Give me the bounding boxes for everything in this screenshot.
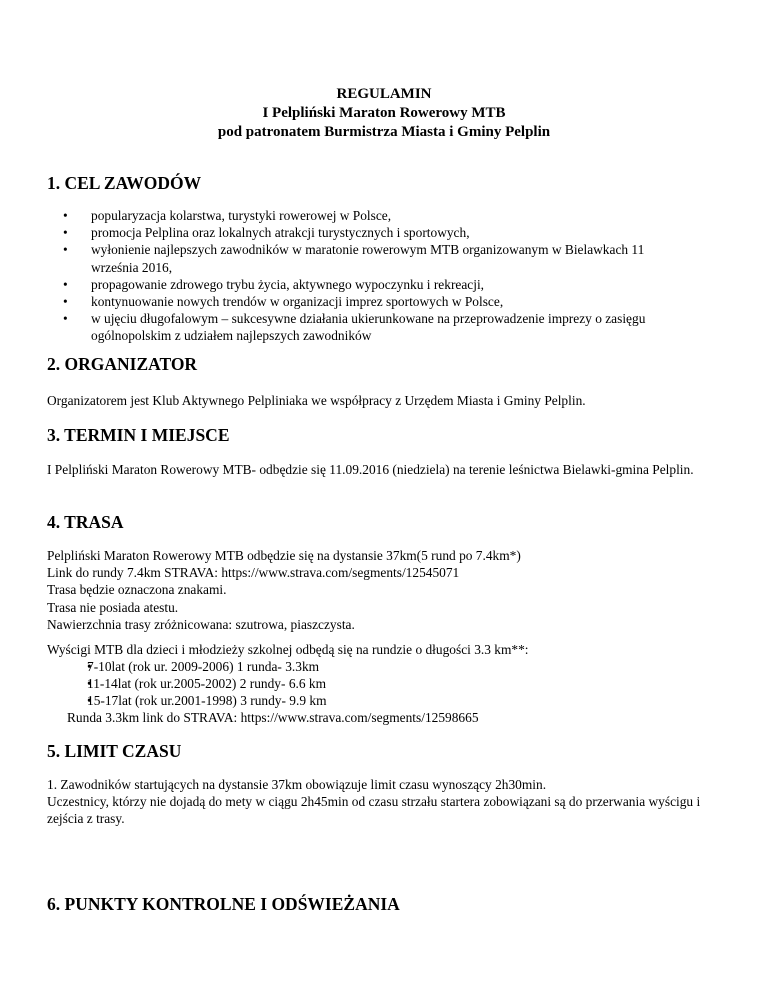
list-item: • kontynuowanie nowych trendów w organizacji imprez sportowych w Polsce, xyxy=(47,293,737,310)
section-3-text: I Pelpliński Maraton Rowerowy MTB- odbędzie się 11.09.2016 (niedziela) na terenie leśnictwa Bielawki-gmina Pelplin. xyxy=(47,462,694,477)
list-item: • 11-14lat (rok ur.2005-2002) 2 rundy- 6.6 km xyxy=(47,675,737,692)
section-1-heading: 1. CEL ZAWODÓW xyxy=(47,173,202,193)
limit-line: Uczestnicy, którzy nie dojadą do mety w ciągu 2h45min od czasu strzału startera zobowiązani są do przerwania wyścigu i zejścia z trasy. xyxy=(47,794,701,827)
route-line: Nawierzchnia trasy zróżnicowana: szutrowa, piaszczysta. xyxy=(47,616,355,632)
section-2-heading: 2. ORGANIZATOR xyxy=(47,354,198,374)
section-4-kids-link: Runda 3.3km link do STRAVA: https://www.strava.com/segments/12598665 xyxy=(67,710,479,725)
list-item: • 15-17lat (rok ur.2001-1998) 3 rundy- 9.9 km xyxy=(47,692,737,709)
section-2-text: Organizatorem jest Klub Aktywnego Pelpliniaka we współpracy z Urzędem Miasta i Gminy Pelplin. xyxy=(47,393,586,408)
section-4-route-info xyxy=(47,547,737,633)
route-line: Pelpliński Maraton Rowerowy MTB odbędzie się na dystansie 37km(5 rund po 7.4km*) xyxy=(47,548,521,563)
section-4-kids-intro: Wyścigi MTB dla dzieci i młodzieży szkolnej odbędą się na rundzie o długości 3.3 km**: xyxy=(47,642,529,657)
list-item: • propagowanie zdrowego trybu życia, aktywnego wypoczynku i rekreacji, xyxy=(47,276,737,293)
title-line-3: pod patronatem Burmistrza Miasta i Gminy Pelplin xyxy=(217,124,551,140)
list-item: • promocja Pelplina oraz lokalnych atrakcji turystycznych i sportowych, xyxy=(47,224,737,241)
limit-line: 1. Zawodników startujących na dystansie 37km obowiązuje limit czasu wynoszący 2h30min. xyxy=(47,777,547,792)
list-item: • wyłonienie najlepszych zawodników w maratonie rowerowym MTB organizowanym w Bielawkach 11 września 2016, xyxy=(47,241,737,275)
section-4-heading: 4. TRASA xyxy=(47,512,124,532)
route-line: Trasa będzie oznaczona znakami. xyxy=(47,582,227,598)
title-line-1: REGULAMIN xyxy=(336,86,432,102)
route-line: Trasa nie posiada atestu. xyxy=(47,599,179,615)
list-item: • 7-10lat (rok ur. 2009-2006) 1 runda- 3.3km xyxy=(47,658,737,675)
section-5-text xyxy=(47,776,727,828)
route-line: Link do rundy 7.4km STRAVA: https://www.strava.com/segments/12545071 xyxy=(47,565,460,581)
list-item: • popularyzacja kolarstwa, turystyki rowerowej w Polsce, xyxy=(47,207,737,224)
list-item: • w ujęciu długofalowym – sukcesywne działania ukierunkowane na przeprowadzenie imprezy o zasięgu ogólnopolskim z udziałem najlepszych zawodników xyxy=(47,310,737,344)
section-6-heading: 6. PUNKTY KONTROLNE I ODŚWIEŻANIA xyxy=(47,894,400,914)
section-5-heading: 5. LIMIT CZASU xyxy=(47,741,182,761)
section-3-heading: 3. TERMIN I MIEJSCE xyxy=(47,425,230,445)
section-4-kids-list xyxy=(47,658,737,710)
title-line-2: I Pelpliński Maraton Rowerowy MTB xyxy=(262,105,506,121)
section-1-list xyxy=(47,207,737,345)
document-title xyxy=(0,85,768,142)
